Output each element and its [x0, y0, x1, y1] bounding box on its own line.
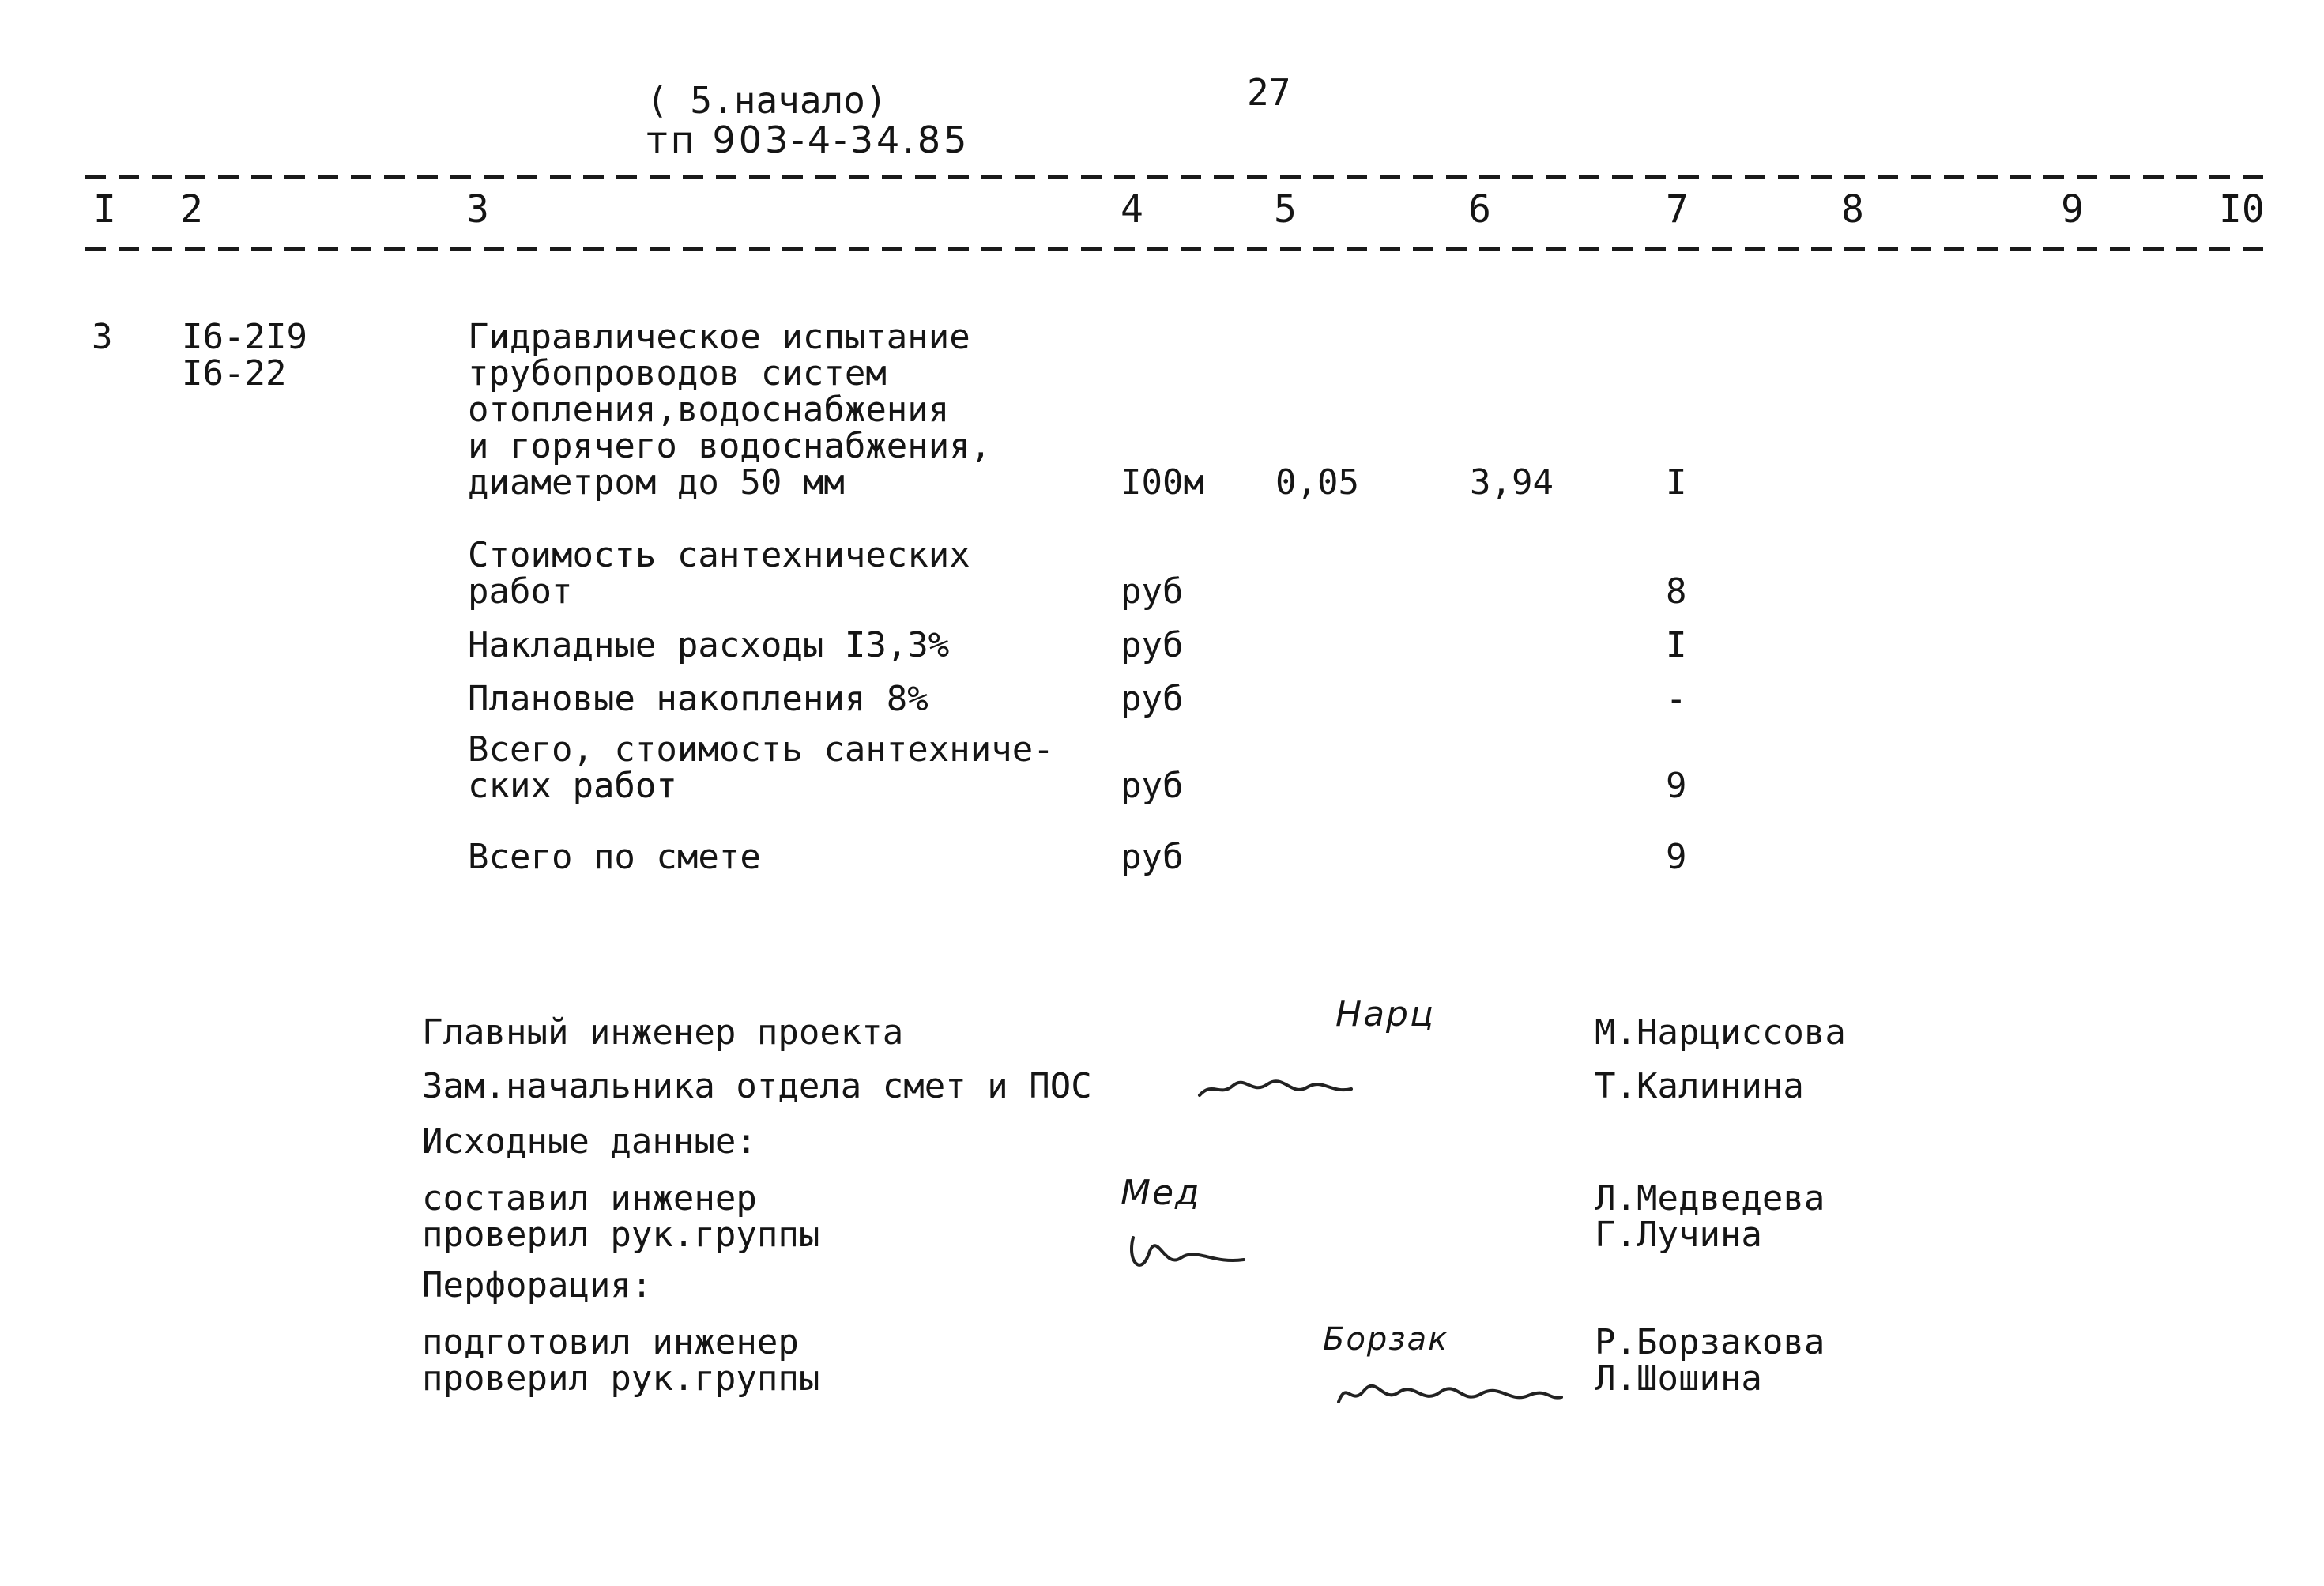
column-header: 2: [180, 187, 203, 232]
description-line: диаметром до 50 мм: [468, 462, 845, 503]
summary-label-line: Всего, стоимость сантехниче-: [468, 729, 1054, 770]
summary-unit: руб: [1121, 679, 1184, 719]
summary-label: Плановые накопления 8%: [468, 679, 928, 719]
name-prepared-by: Р.Борзакова: [1595, 1322, 1825, 1362]
summary-value: I: [1666, 625, 1687, 665]
summary-label: Всего по смете: [468, 837, 761, 877]
description-line: трубопроводов систем: [468, 353, 887, 394]
description-line: и горячего водоснабжения,: [468, 426, 992, 466]
column-header: 3: [466, 187, 489, 232]
summary-value: -: [1666, 679, 1687, 719]
item-codes: [182, 319, 307, 392]
item-quantity: 0,05: [1275, 462, 1359, 503]
summary-label-line: Стоимость сантехнических: [468, 535, 970, 575]
summary-label: Накладные расходы I3,3%: [468, 625, 950, 665]
summary-unit: руб: [1121, 766, 1184, 806]
name-deputy-head: Т.Калинина: [1595, 1066, 1804, 1106]
column-header: 8: [1841, 187, 1864, 232]
summary-unit: руб: [1121, 837, 1184, 877]
summary-label-line: ских работ: [468, 766, 677, 806]
column-header: I: [93, 187, 116, 232]
column-header: 5: [1274, 187, 1297, 232]
column-header: 7: [1666, 187, 1689, 232]
item-unit-price: 3,94: [1470, 462, 1554, 503]
item-code: I6-22: [182, 353, 287, 394]
page-number: 27: [1247, 71, 1291, 114]
role-deputy-head: Зам.начальника отдела смет и ПОС: [422, 1066, 1092, 1106]
summary-label: [468, 537, 970, 610]
handwritten-signature-4: [1125, 1230, 1252, 1285]
column-header: I0: [2219, 187, 2265, 232]
source-data-heading: Исходные данные:: [422, 1121, 757, 1162]
handwritten-signature-6: [1335, 1375, 1565, 1411]
section-note: ( 5.начало): [646, 79, 887, 122]
perforation-heading: Перфорация:: [422, 1265, 653, 1305]
name-checked-by-2: Л.Шошина: [1595, 1358, 1762, 1399]
column-header: 6: [1468, 187, 1491, 232]
project-code: тп 903-4-34.85: [646, 119, 970, 161]
item-code: I6-2I9: [182, 317, 307, 357]
header-rule-bottom: [85, 247, 2266, 251]
summary-unit: руб: [1121, 571, 1184, 612]
item-number: 3: [92, 317, 113, 357]
summary-value: 9: [1666, 766, 1687, 806]
item-total: I: [1666, 462, 1687, 503]
summary-value: 9: [1666, 837, 1687, 877]
role-prepared-by: подготовил инженер: [422, 1322, 799, 1362]
summary-label-line: работ: [468, 571, 573, 612]
name-compiled-by: Л.Медведева: [1595, 1178, 1825, 1219]
summary-unit: руб: [1121, 625, 1184, 665]
item-description: [468, 319, 991, 501]
summary-value: 8: [1666, 571, 1687, 612]
name-chief-engineer: М.Нарциссова: [1595, 1012, 1846, 1053]
column-header: 4: [1121, 187, 1143, 232]
name-checked-by-1: Г.Лучина: [1595, 1215, 1762, 1255]
handwritten-signature-5: Борзак: [1323, 1321, 1449, 1358]
item-unit: I00м: [1121, 462, 1204, 503]
description-line: отопления,водоснабжения: [468, 390, 950, 430]
summary-label: [468, 729, 1054, 806]
column-header: 9: [2061, 187, 2084, 232]
role-checked-by-1: проверил рук.группы: [422, 1215, 820, 1255]
description-line: Гидравлическое испытание: [468, 317, 970, 357]
handwritten-signature-2: [1196, 1073, 1354, 1105]
handwritten-signature-3: Мед: [1121, 1173, 1201, 1213]
role-checked-by-2: проверил рук.группы: [422, 1358, 820, 1399]
header-rule-top: [85, 175, 2266, 179]
handwritten-signature-1: Нарц: [1335, 994, 1435, 1034]
role-chief-engineer: Главный инженер проекта: [422, 1012, 904, 1053]
role-compiled-by: составил инженер: [422, 1178, 757, 1219]
